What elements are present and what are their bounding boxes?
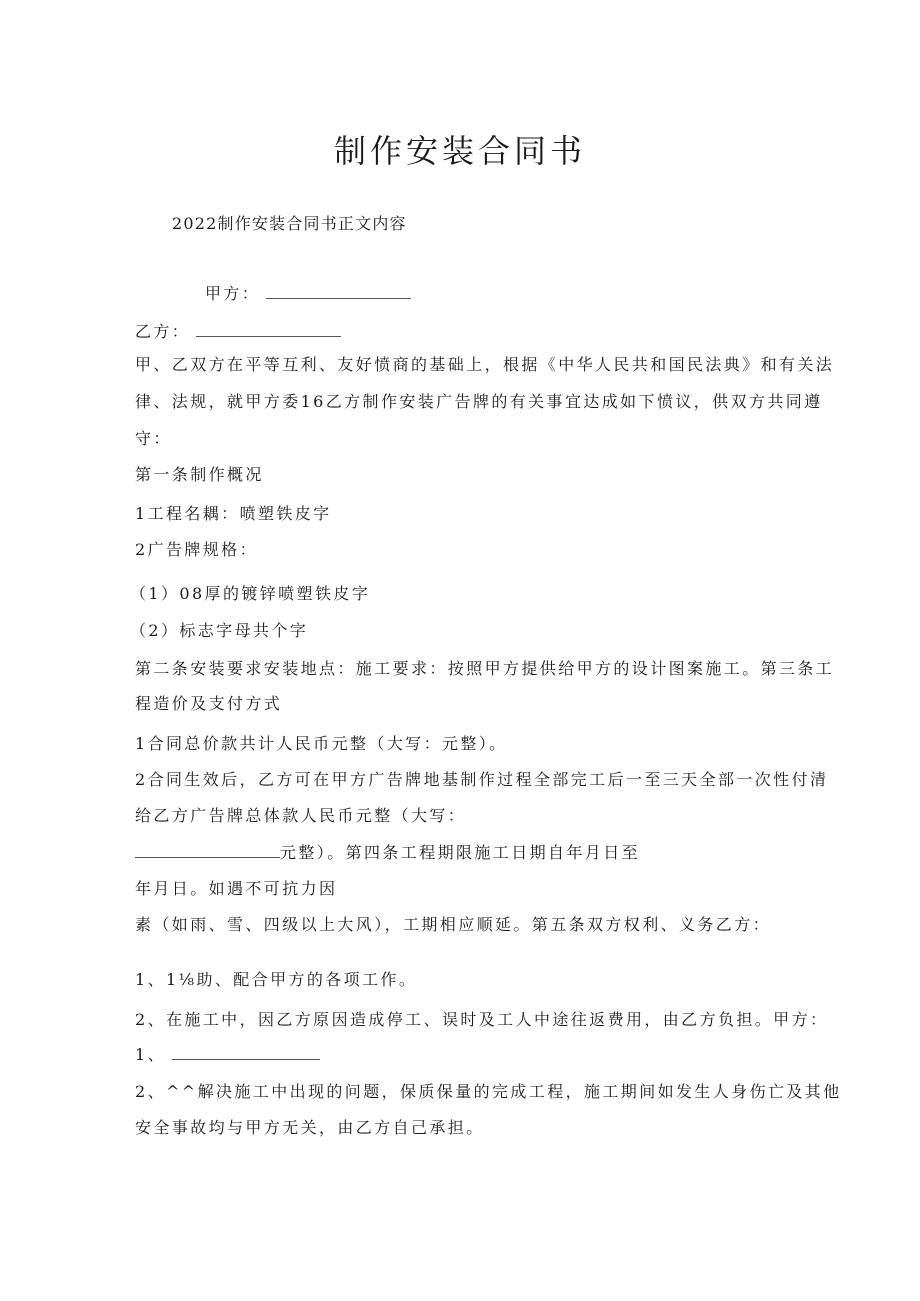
paragraph-line: （1）08厚的镀锌喷塑铁皮字 [130, 584, 371, 603]
paragraph-line: 1合同总价款共计人民币元整（大写：元整）。 [135, 734, 508, 753]
party-a-line [205, 284, 411, 304]
amount-blank[interactable] [135, 843, 280, 858]
party-a-duty-blank[interactable] [172, 1045, 320, 1060]
paragraph-line: 程造价及支付方式 [135, 694, 283, 713]
paragraph-line: 1工程名耦：喷塑铁皮字 [135, 504, 332, 523]
party-a-blank[interactable] [266, 284, 411, 299]
paragraph-line: 素（如雨、雪、四级以上大风），工期相应顺延。第五条双方权利、义务乙方： [135, 915, 772, 934]
paragraph-line: 给乙方广告牌总体款人民币元整（大写： [135, 806, 467, 825]
amount-line-text: 元整）。第四条工程期限施工日期自年月日至 [280, 843, 641, 862]
paragraph-line: 甲、乙双方在平等互利、友好愤商的基础上，根据《中华人民共和国民法典》和有关法 [135, 355, 835, 374]
party-a-label: 甲方： [205, 284, 261, 303]
document-subtitle: 2022制作安装合同书正文内容 [172, 214, 407, 233]
paragraph-line: 2合同生效后，乙方可在甲方广告牌地基制作过程全部完工后一至三天全部一次性付清 [135, 770, 829, 789]
paragraph-line: 第二条安装要求安装地点：施工要求：按照甲方提供给甲方的设计图案施工。第三条工 [135, 659, 835, 678]
party-a-duty-line [135, 1045, 320, 1065]
document-title: 制作安装合同书 [333, 132, 586, 170]
paragraph-line: 2、^^解决施工中出现的问题，保质保量的完成工程，施工期间如发生人身伤亡及其他 [135, 1082, 842, 1101]
paragraph-line: 守： [135, 429, 172, 448]
paragraph-line: 安全事故均与甲方无关，由乙方自己承担。 [135, 1118, 485, 1137]
paragraph-line: 2广告牌规格： [135, 540, 258, 559]
party-a-duty-number: 1、 [135, 1045, 166, 1064]
paragraph-line: 2、在施工中，因乙方原因造成停工、误时及工人中途往返费用，由乙方负担。甲方： [135, 1010, 829, 1029]
paragraph-line: （2）标志字母共个字 [130, 621, 309, 640]
amount-line [135, 843, 640, 863]
paragraph-line: 1、1⅛助、配合甲方的各项工作。 [135, 970, 418, 989]
party-b-label: 乙方： [135, 322, 191, 341]
paragraph-line: 律、法规，就甲方委16乙方制作安装广告牌的有关事宜达成如下愤议，供双方共同遵 [135, 392, 823, 411]
paragraph-line: 年月日。如遇不可抗力因 [135, 879, 338, 898]
party-b-blank[interactable] [196, 322, 341, 337]
party-b-line [135, 322, 341, 342]
section-heading: 第一条制作概况 [135, 465, 264, 484]
